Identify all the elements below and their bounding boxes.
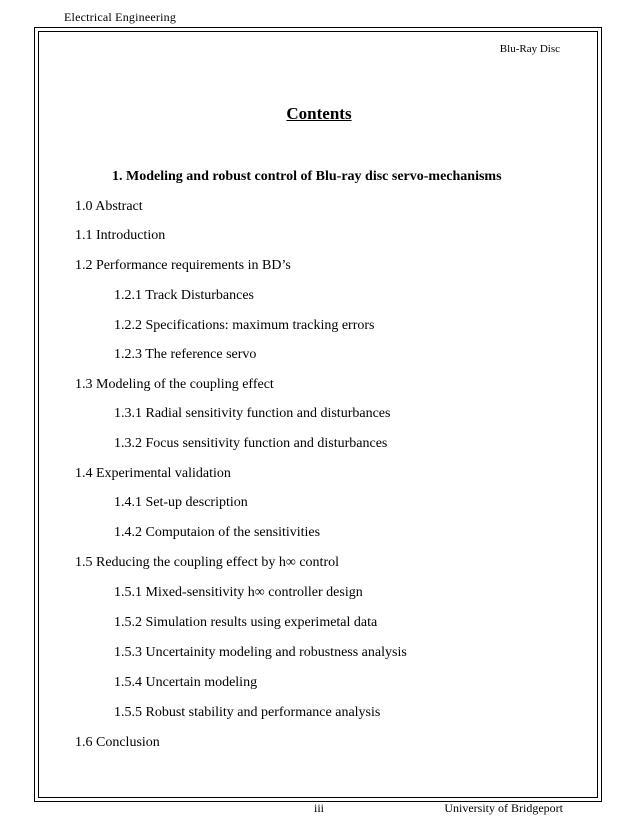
toc-item-mixed-sensitivity: 1.5.1 Mixed-sensitivity h∞ controller design [114,585,363,600]
toc-item-abstract: 1.0 Abstract [75,199,143,214]
department-label: Electrical Engineering [64,10,177,24]
toc-item-radial-sensitivity: 1.3.1 Radial sensitivity function and disturbances [114,406,391,421]
toc-item-track-disturbances: 1.2.1 Track Disturbances [114,288,254,303]
toc-item-computation-sensitivities: 1.4.2 Computaion of the sensitivities [114,525,321,540]
toc-item-setup-description: 1.4.1 Set-up description [114,495,248,510]
toc-item-reference-servo: 1.2.3 The reference servo [114,347,257,362]
toc-item-specifications: 1.2.2 Specifications: maximum tracking errors [114,318,375,333]
toc-item-coupling-effect: 1.3 Modeling of the coupling effect [75,377,274,392]
subject-header: Blu-Ray Disc [499,43,560,55]
toc-item-uncertainty-modeling: 1.5.3 Uncertainity modeling and robustness analysis [114,645,407,660]
page-number: iii [314,801,325,815]
toc-item-conclusion: 1.6 Conclusion [75,735,160,750]
page-title: Contents [286,104,352,123]
toc-item-simulation-results: 1.5.2 Simulation results using experimetal data [114,615,378,630]
toc-item-robust-stability: 1.5.5 Robust stability and performance analysis [114,705,381,720]
toc-item-experimental-validation: 1.4 Experimental validation [75,466,231,481]
footer-university: University of Bridgeport [444,801,563,815]
toc-item-performance-requirements: 1.2 Performance requirements in BD’s [75,258,291,273]
toc-item-uncertain-modeling: 1.5.4 Uncertain modeling [114,675,258,690]
chapter-heading: 1. Modeling and robust control of Blu-ray disc servo-mechanisms [112,169,502,184]
toc-item-focus-sensitivity: 1.3.2 Focus sensitivity function and disturbances [114,436,388,451]
toc-item-reducing-coupling: 1.5 Reducing the coupling effect by h∞ control [75,555,339,570]
toc-item-introduction: 1.1 Introduction [75,228,166,243]
